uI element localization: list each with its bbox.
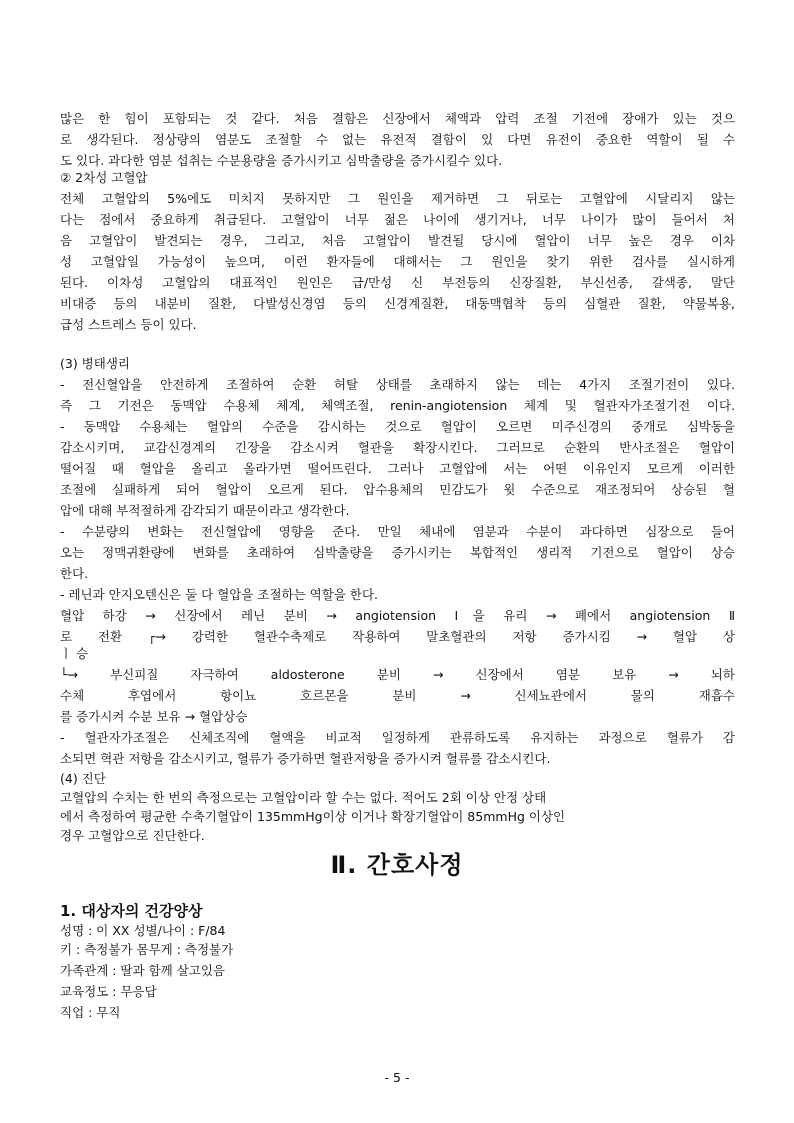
section-heading-diagnosis: (4) 진단	[60, 771, 106, 786]
text-line: 성 고혈압일 가능성이 높으며, 이런 환자들에 대해서는 그 원인을 찾기 위한 검사를 실시하게	[60, 254, 735, 269]
info-line-occupation: 직업 : 무직	[60, 1005, 121, 1020]
page-number: - 5 -	[384, 1070, 410, 1085]
text-line: 로 전환 ┌→ 강력한 혈관수축제로 작용하여 말초혈관의 저항 증가시킴 → 혈압 상	[60, 629, 735, 644]
text-line: 압에 대해 부적절하게 감각되기 때문이라고 생각한다.	[60, 503, 350, 518]
text-line: 조절에 실패하게 되어 혈압이 오르게 된다. 압수용체의 민감도가 윗 수준으로 재조정되어 상승된 혈	[60, 482, 735, 497]
text-line: 다는 점에서 중요하게 취급된다. 고혈압이 너무 젊은 나이에 생기거나, 너무 나이가 많이 들어서 처	[60, 212, 735, 227]
text-line: 떨어질 때 혈압을 올리고 올라가면 떨어뜨린다. 그러나 고혈압에 서는 어떤 이유인지 모르게 이러한	[60, 461, 735, 476]
info-line-family: 가족관계 : 딸과 함께 살고있음	[60, 963, 226, 978]
text-line: 감소시키며, 교감신경계의 긴장을 감소시켜 혈관을 확장시킨다. 그러므로 순환의 반사조절은 혈압이	[60, 440, 735, 455]
text-line: 소되면 혁관 저항을 감소시키고, 혈류가 증가하면 혈관저항을 증가시켜 혈류를 감소시킨다.	[60, 751, 551, 766]
text-line: 로 생각된다. 정상량의 염분도 조절할 수 없는 유전적 결함이 있 다면 유전이 중요한 역할이 될 수	[60, 132, 735, 147]
text-line: 비대증 등의 내분비 질환, 다발성신경염 등의 신경계질환, 대동맥협착 등의 심혈관 질환, 약물복용,	[60, 296, 735, 311]
text-line: 급성 스트레스 등이 있다.	[60, 317, 197, 332]
text-line: 수체 후엽에서 항이뇨 호르몬을 분비 → 신세뇨관에서 물의 재흡수	[60, 688, 735, 703]
text-line: - 수분량의 변화는 전신혈압에 영향을 준다. 만일 체내에 염분과 수분이 과다하면 심장으로 들어	[60, 524, 735, 539]
text-line: 를 증가시켜 수분 보유 → 혈압상승	[60, 709, 248, 724]
text-line: 즉 그 기전은 동맥압 수용체 체계, 체액조절, renin-angiotension 체계 및 혈관자가조절기전 이다.	[60, 398, 735, 413]
section-heading-pathophysiology: (3) 병태생리	[60, 356, 130, 371]
text-line: - 레닌과 안지오텐신은 둘 다 혈압을 조절하는 역할을 한다.	[60, 587, 378, 602]
text-line: - 전신혈압을 안전하게 조절하여 순환 허탈 상태를 초래하지 않는 데는 4가지 조절기전이 있다.	[60, 377, 735, 392]
section-heading-secondary-hypertension: ② 2차성 고혈압	[60, 170, 148, 185]
text-line: └→ 부신피질 자극하여 aldosterone 분비 → 신장에서 염분 보유 → 뇌하	[60, 667, 735, 682]
info-line-education: 교육정도 : 무응답	[60, 984, 157, 999]
text-line: 된다. 이차성 고혈압의 대표적인 원인은 급/만성 신 부전등의 신장질환, 부신선종, 갈색종, 말단	[60, 275, 735, 290]
text-line: 혈압 하강 → 신장에서 레닌 분비 → angiotension Ⅰ을 유리 → 폐에서 angiotension Ⅱ	[60, 608, 735, 623]
text-line: 많은 한 힘이 포함되는 것 같다. 처음 결함은 신장에서 체액과 압력 조절 기전에 장애가 있는 것으	[60, 111, 735, 126]
text-line: 도 있다. 과다한 염분 섭취는 수분용량을 증가시키고 심박출량을 증가시킬수 있다.	[60, 153, 503, 168]
subsection-title: 1. 대상자의 건강양상	[60, 902, 203, 920]
text-line: - 혈관자가조절은 신체조직에 혈액을 비교적 일정하게 관류하도록 유지하는 과정으로 혈류가 감	[60, 730, 735, 745]
text-line: 경우 고혈압으로 진단한다.	[60, 828, 205, 843]
text-line: - 동맥압 수용체는 혈압의 수준을 감시하는 것으로 혈압이 오르면 미주신경의 중개로 심박동을	[60, 419, 735, 434]
text-line: ㅣ 승	[60, 646, 89, 661]
text-line: 전체 고혈압의 5%에도 미치지 못하지만 그 원인을 제거하면 그 뒤로는 고혈압에 시달리지 않는	[60, 191, 735, 206]
text-line: 오는 정맥귀환량에 변화를 초래하여 심박출량을 증가시키는 복합적인 생리적 기전으로 혈압이 상승	[60, 545, 735, 560]
section-title: Ⅱ. 간호사정	[330, 851, 464, 879]
info-line-name-sex-age: 성명 : 이 XX 성별/나이 : F/84	[60, 923, 226, 938]
text-line: 한다.	[60, 566, 89, 581]
text-line: 에서 측정하여 평균한 수축기혈압이 135mmHg이상 이거나 확장기혈압이 85mmHg 이상인	[60, 809, 566, 824]
text-line: 고혈압의 수치는 한 번의 측정으로는 고혈압이라 할 수는 없다. 적어도 2회 이상 안정 상태	[60, 790, 547, 805]
info-line-height-weight: 키 : 측정불가 몸무게 : 측정불가	[60, 942, 234, 957]
text-line: 음 고혈압이 발견되는 경우, 그리고, 처음 고혈압이 발견될 당시에 혈압이 너무 높은 경우 이차	[60, 233, 735, 248]
